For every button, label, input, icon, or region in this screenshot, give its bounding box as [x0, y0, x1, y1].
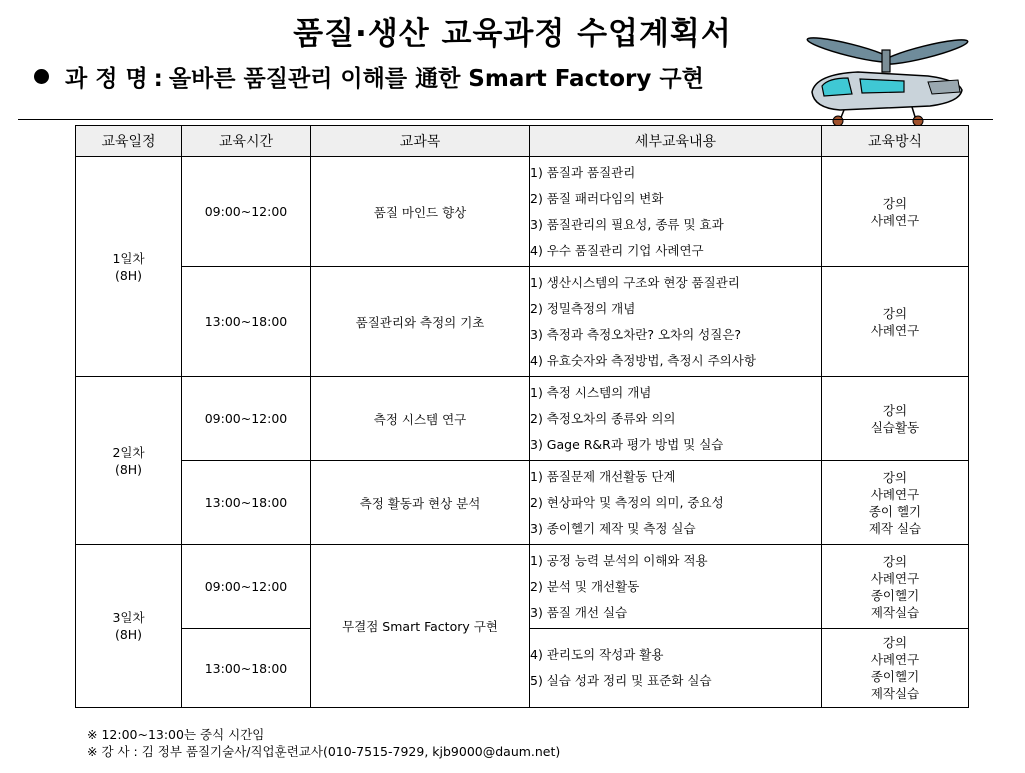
day-cell	[76, 377, 182, 545]
method-item: 사례연구	[870, 652, 920, 667]
method-item: 종이헬기	[870, 587, 920, 603]
day-label: 1일차	[112, 250, 145, 266]
details-cell	[530, 545, 822, 629]
table-row	[76, 267, 969, 377]
method-item: 강의	[882, 635, 908, 650]
header-time: 교육시간	[182, 126, 311, 157]
time-cell: 13:00~18:00	[182, 267, 311, 377]
detail-item: 4) 유효숫자와 측정방법, 측정시 주의사항	[530, 352, 756, 368]
course-name-line	[34, 60, 704, 93]
method-cell	[822, 545, 969, 629]
detail-item: 2) 정밀측정의 개념	[530, 300, 636, 316]
page-title: 품질·생산 교육과정 수업계획서	[293, 16, 732, 52]
day-label: 3일차	[112, 610, 145, 625]
method-item: 종이헬기	[870, 669, 920, 684]
detail-item: 2) 현상파악 및 측정의 의미, 중요성	[530, 494, 724, 510]
detail-item: 3) 품질 개선 실습	[530, 604, 628, 620]
helicopter-illustration	[800, 36, 970, 128]
day-hours: (8H)	[114, 461, 143, 477]
details-cell	[530, 267, 822, 377]
footnotes	[87, 726, 560, 760]
table-row	[76, 545, 969, 629]
method-item: 제작실습	[870, 604, 920, 620]
bullet-icon	[34, 69, 49, 84]
detail-item: 1) 품질문제 개선활동 단계	[530, 468, 676, 484]
method-item: 강의	[882, 553, 908, 569]
detail-item: 1) 생산시스템의 구조와 현장 품질관리	[530, 274, 740, 290]
method-item: 제작 실습	[868, 520, 922, 536]
method-item: 사례연구	[870, 322, 920, 338]
details-cell	[530, 377, 822, 461]
detail-item: 2) 측정오차의 종류와 의의	[530, 410, 676, 426]
method-item: 종이 헬기	[868, 503, 922, 519]
method-item: 강의	[882, 402, 908, 418]
detail-item: 3) 측정과 측정오차란? 오차의 성질은?	[530, 326, 742, 342]
subject-cell: 측정 활동과 현상 분석	[311, 461, 530, 545]
method-item: 사례연구	[870, 570, 920, 586]
detail-item: 5) 실습 성과 정리 및 표준화 실습	[530, 673, 712, 688]
header-details: 세부교육내용	[530, 126, 822, 157]
subject-cell: 품질 마인드 향상	[311, 157, 530, 267]
header-schedule: 교육일정	[76, 126, 182, 157]
detail-item: 3) 품질관리의 필요성, 종류 및 효과	[530, 216, 724, 232]
method-cell	[822, 267, 969, 377]
day-label: 2일차	[112, 444, 145, 460]
detail-item: 1) 측정 시스템의 개념	[530, 384, 652, 400]
day-cell	[76, 545, 182, 708]
detail-item: 2) 품질 패러다임의 변화	[530, 190, 664, 206]
details-cell	[530, 629, 822, 708]
details-cell	[530, 157, 822, 267]
table-header-row	[76, 126, 969, 157]
detail-item: 1) 공정 능력 분석의 이해와 적용	[530, 552, 708, 568]
time-cell: 09:00~12:00	[182, 377, 311, 461]
details-cell	[530, 461, 822, 545]
detail-item: 1) 품질과 품질관리	[530, 164, 636, 180]
method-item: 실습활동	[870, 419, 920, 435]
instructor-note: ※ 강 사 : 김 정부 품질기술사/직업훈련교사(010-7515-7929, kjb9000@daum.net)	[87, 744, 561, 759]
time-cell: 09:00~12:00	[182, 545, 311, 629]
detail-item: 3) 종이헬기 제작 및 측정 실습	[530, 520, 696, 536]
table-row	[76, 157, 969, 267]
table-row	[76, 461, 969, 545]
method-cell	[822, 377, 969, 461]
detail-item: 4) 우수 품질관리 기업 사례연구	[530, 242, 704, 258]
method-item: 강의	[882, 469, 908, 485]
method-cell	[822, 157, 969, 267]
detail-item: 2) 분석 및 개선활동	[530, 578, 640, 594]
day-hours: (8H)	[114, 627, 143, 642]
subject-cell: 품질관리와 측정의 기초	[311, 267, 530, 377]
method-item: 사례연구	[870, 486, 920, 502]
method-item: 강의	[882, 305, 908, 321]
header-divider	[18, 119, 993, 120]
detail-item: 3) Gage R&R과 평가 방법 및 실습	[530, 436, 724, 452]
detail-item: 4) 관리도의 작성과 활용	[530, 647, 664, 662]
table-row	[76, 377, 969, 461]
course-separator: :	[153, 66, 163, 92]
header-subject: 교과목	[311, 126, 530, 157]
method-item: 사례연구	[870, 212, 920, 228]
subject-cell: 측정 시스템 연구	[311, 377, 530, 461]
time-cell: 13:00~18:00	[182, 461, 311, 545]
day-hours: (8H)	[114, 267, 143, 283]
schedule-table	[75, 125, 969, 708]
time-cell: 13:00~18:00	[182, 629, 311, 708]
method-item: 제작실습	[870, 686, 920, 701]
header-method: 교육방식	[822, 126, 969, 157]
course-label: 과 정 명	[65, 66, 148, 92]
method-cell	[822, 629, 969, 708]
subject-cell: 무결점 Smart Factory 구현	[311, 545, 530, 708]
lunch-note: ※ 12:00~13:00는 중식 시간임	[87, 727, 265, 742]
method-item: 강의	[882, 195, 908, 211]
course-name: 올바른 품질관리 이해를 通한 Smart Factory 구현	[168, 66, 704, 92]
time-cell: 09:00~12:00	[182, 157, 311, 267]
method-cell	[822, 461, 969, 545]
day-cell	[76, 157, 182, 377]
